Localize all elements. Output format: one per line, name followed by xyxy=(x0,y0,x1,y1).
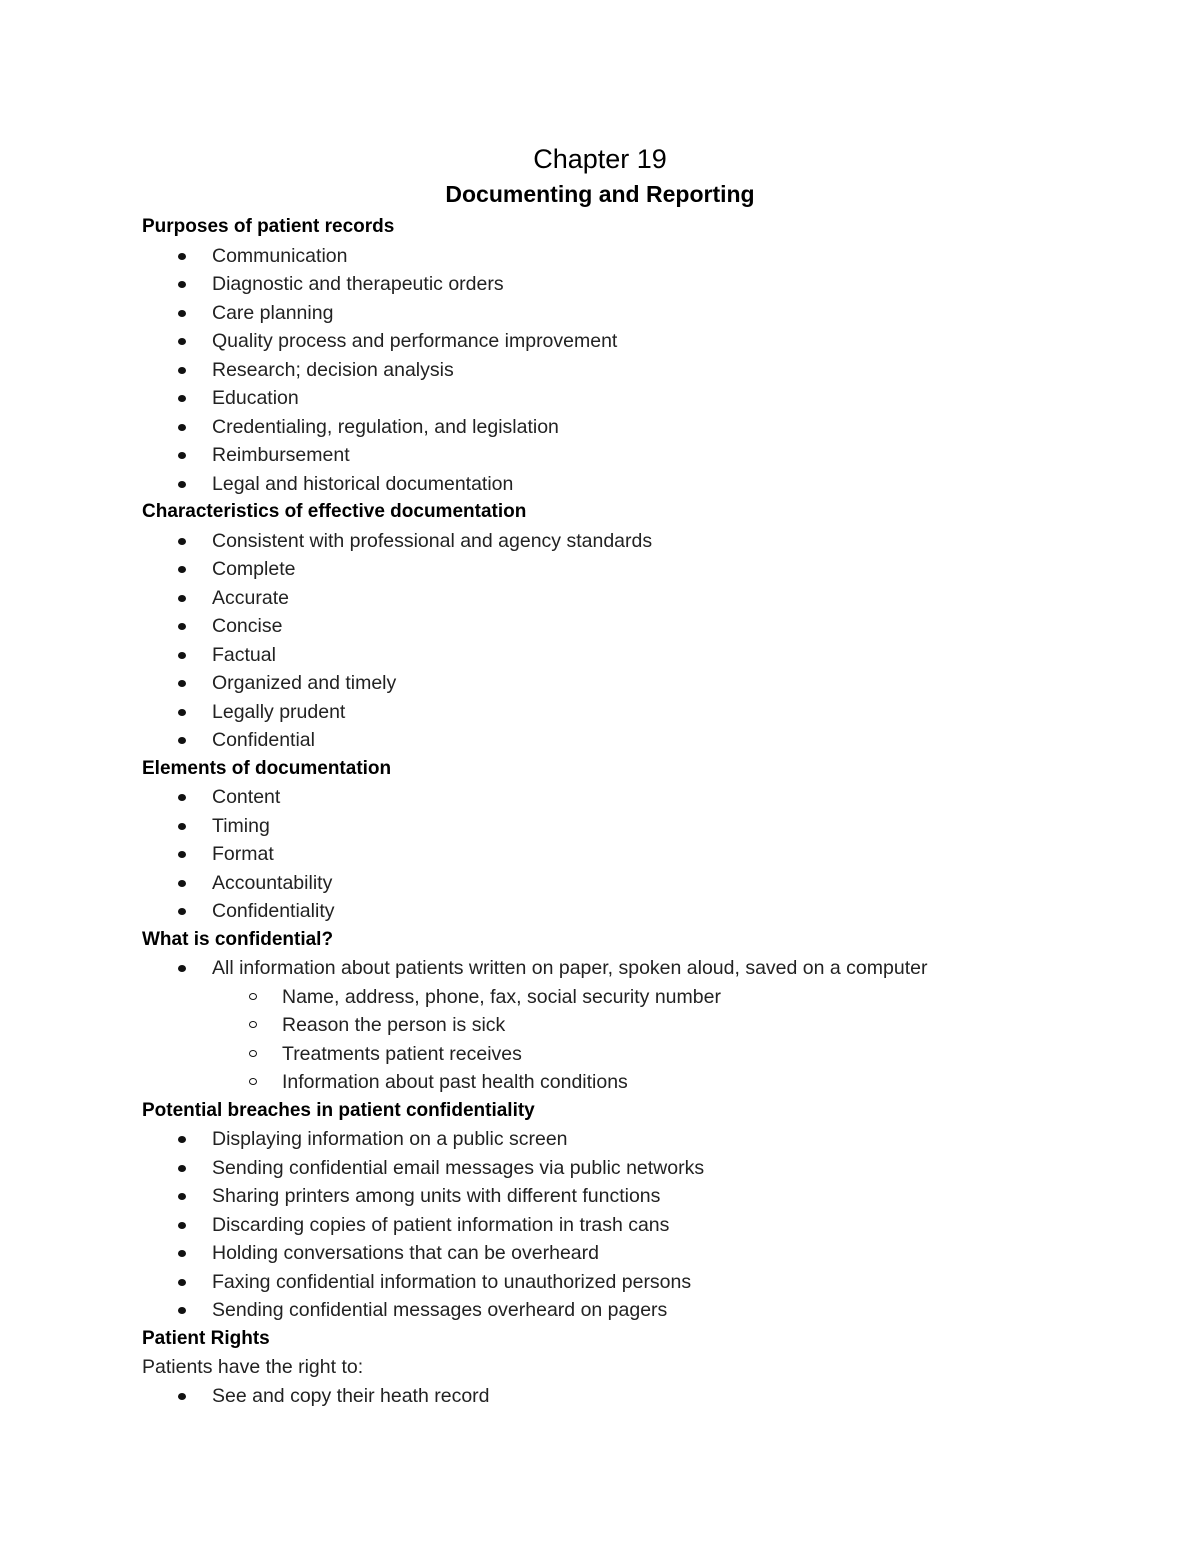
list-item-text: Quality process and performance improvement xyxy=(212,330,618,352)
list-item-text: Faxing confidential information to unauthorized persons xyxy=(212,1270,692,1293)
list-item-text: Concise xyxy=(212,615,283,637)
bullet-icon xyxy=(178,253,186,260)
section-heading-breaches: Potential breaches in patient confidentiality xyxy=(142,1099,535,1121)
bullet-icon xyxy=(178,823,186,830)
confidential-list xyxy=(142,954,1062,983)
bullet-icon xyxy=(178,452,186,459)
list-item-text: Legal and historical documentation xyxy=(212,472,514,495)
hollow-bullet-icon xyxy=(249,993,257,1000)
breaches-list xyxy=(142,1125,1062,1325)
bullet-icon xyxy=(178,395,186,402)
list-item xyxy=(142,1211,1062,1240)
list-item-text: Confidential xyxy=(212,729,315,751)
list-item xyxy=(142,698,1062,727)
list-item-text: Care planning xyxy=(212,301,334,324)
sub-list-item xyxy=(142,1068,1062,1097)
sub-list-item xyxy=(142,1040,1062,1069)
bullet-icon xyxy=(178,338,186,345)
list-item xyxy=(142,612,1062,641)
list-item-text: Format xyxy=(212,843,274,865)
section-heading-confidential: What is confidential? xyxy=(142,928,334,950)
bullet-icon xyxy=(178,595,186,602)
list-item xyxy=(142,1154,1062,1183)
list-item-text: Education xyxy=(212,387,299,409)
list-item-text: Holding conversations that can be overheard xyxy=(212,1242,599,1264)
page-title: Chapter 19 xyxy=(533,144,667,174)
bullet-icon xyxy=(178,1307,186,1314)
list-item-text: Confidentiality xyxy=(212,900,335,922)
list-item-text: Discarding copies of patient information in trash cans xyxy=(212,1213,670,1236)
list-item xyxy=(142,726,1062,755)
section-heading-patient-rights: Patient Rights xyxy=(142,1327,270,1349)
list-item-text: Diagnostic and therapeutic orders xyxy=(212,273,504,295)
bullet-icon xyxy=(178,851,186,858)
list-item xyxy=(142,897,1062,926)
bullet-icon xyxy=(178,1136,186,1143)
bullet-icon xyxy=(178,310,186,317)
sub-list-item-text: Treatments patient receives xyxy=(282,1042,522,1065)
bullet-icon xyxy=(178,1222,186,1229)
list-item xyxy=(142,299,1062,328)
patient-rights-list xyxy=(142,1382,1062,1411)
list-item xyxy=(142,527,1062,556)
list-item xyxy=(142,783,1062,812)
hollow-bullet-icon xyxy=(249,1050,257,1057)
list-item xyxy=(142,1239,1062,1268)
list-item-text: Sharing printers among units with different functions xyxy=(212,1185,661,1207)
list-item xyxy=(142,327,1062,356)
bullet-icon xyxy=(178,680,186,687)
list-item xyxy=(142,1182,1062,1211)
list-item xyxy=(142,1296,1062,1325)
bullet-icon xyxy=(178,1279,186,1286)
list-item xyxy=(142,840,1062,869)
list-item-text: Timing xyxy=(212,814,270,837)
sub-list-item xyxy=(142,1011,1062,1040)
sub-list-item-text: Name, address, phone, fax, social security number xyxy=(282,985,721,1008)
sub-list-item xyxy=(142,983,1062,1012)
purposes-list xyxy=(142,242,1062,499)
list-item-text: Legally prudent xyxy=(212,700,346,723)
bullet-icon xyxy=(178,281,186,288)
list-item xyxy=(142,812,1062,841)
bullet-icon xyxy=(178,623,186,630)
bullet-icon xyxy=(178,367,186,374)
section-heading-elements: Elements of documentation xyxy=(142,757,392,779)
bullet-icon xyxy=(178,965,186,972)
list-item-text: Sending confidential email messages via public networks xyxy=(212,1156,705,1179)
elements-list xyxy=(142,783,1062,926)
list-item-text: Consistent with professional and agency standards xyxy=(212,529,653,552)
bullet-icon xyxy=(178,1193,186,1200)
list-item xyxy=(142,270,1062,299)
bullet-icon xyxy=(178,481,186,488)
list-item xyxy=(142,584,1062,613)
list-item-text: Content xyxy=(212,786,281,808)
list-item-text: Communication xyxy=(212,244,348,267)
sub-list-item-text: Information about past health conditions xyxy=(282,1071,628,1093)
confidential-sublist xyxy=(142,983,1062,1097)
hollow-bullet-icon xyxy=(249,1078,257,1085)
list-item-text: Accountability xyxy=(212,871,333,894)
list-item xyxy=(142,669,1062,698)
bullet-icon xyxy=(178,908,186,915)
characteristics-list xyxy=(142,527,1062,755)
bullet-icon xyxy=(178,709,186,716)
list-item-text: Sending confidential messages overheard on pagers xyxy=(212,1299,668,1321)
bullet-icon xyxy=(178,566,186,573)
bullet-icon xyxy=(178,1250,186,1257)
hollow-bullet-icon xyxy=(249,1021,257,1028)
list-item xyxy=(142,1268,1062,1297)
bullet-icon xyxy=(178,1393,186,1400)
bullet-icon xyxy=(178,794,186,801)
patient-rights-intro: Patients have the right to: xyxy=(142,1356,364,1378)
list-item xyxy=(142,242,1062,271)
bullet-icon xyxy=(178,880,186,887)
list-item-text: Organized and timely xyxy=(212,672,397,694)
document-content xyxy=(142,141,1062,1410)
list-item xyxy=(142,555,1062,584)
bullet-icon xyxy=(178,538,186,545)
list-item xyxy=(142,356,1062,385)
sub-list-item-text: Reason the person is sick xyxy=(282,1014,506,1036)
list-item-text: All information about patients written on paper, spoken aloud, saved on a computer xyxy=(212,957,928,979)
list-item-text: Credentialing, regulation, and legislation xyxy=(212,415,559,438)
list-item-text: Complete xyxy=(212,558,296,580)
bullet-icon xyxy=(178,424,186,431)
list-item xyxy=(142,1125,1062,1154)
list-item-text: Displaying information on a public screen xyxy=(212,1128,568,1150)
list-item-text: Reimbursement xyxy=(212,444,350,466)
section-heading-characteristics: Characteristics of effective documentation xyxy=(142,501,527,522)
bullet-icon xyxy=(178,652,186,659)
page-subtitle: Documenting and Reporting xyxy=(445,181,755,207)
list-item xyxy=(142,641,1062,670)
list-item xyxy=(142,470,1062,499)
list-item xyxy=(142,413,1062,442)
list-item xyxy=(142,441,1062,470)
bullet-icon xyxy=(178,737,186,744)
list-item xyxy=(142,869,1062,898)
bullet-icon xyxy=(178,1165,186,1172)
list-item xyxy=(142,384,1062,413)
section-heading-purposes: Purposes of patient records xyxy=(142,216,395,237)
list-item-text: Factual xyxy=(212,643,276,666)
list-item-text: See and copy their heath record xyxy=(212,1384,490,1407)
list-item xyxy=(142,1382,1062,1411)
list-item-text: Research; decision analysis xyxy=(212,358,454,381)
list-item xyxy=(142,954,1062,983)
list-item-text: Accurate xyxy=(212,586,289,609)
